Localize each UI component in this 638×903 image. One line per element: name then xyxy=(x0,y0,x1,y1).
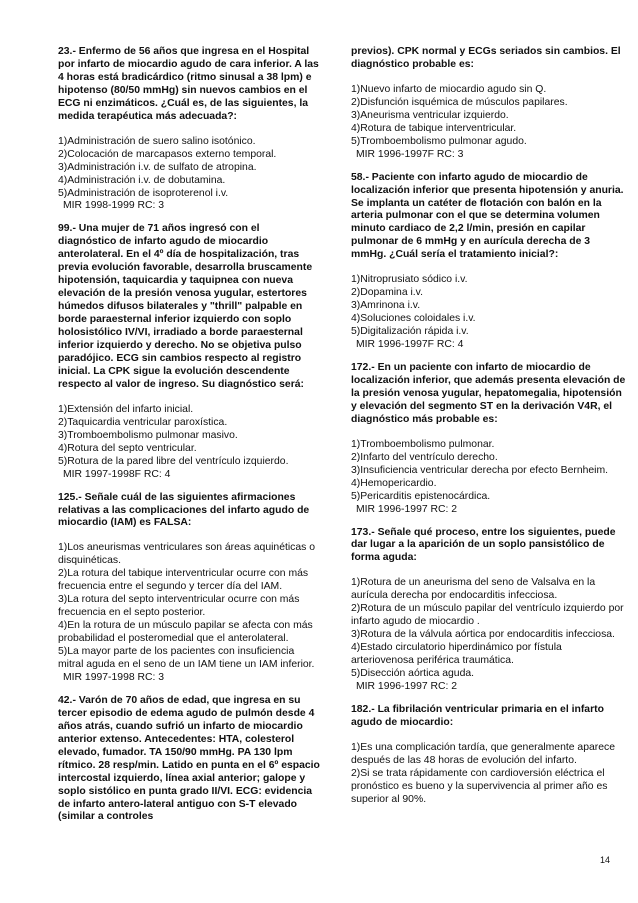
answer-option: 3)Administración i.v. de sulfato de atropina. xyxy=(58,161,257,173)
question-block xyxy=(58,695,320,825)
question-block xyxy=(351,172,626,352)
exam-reference: MIR 1997-1998F RC: 4 xyxy=(63,468,171,480)
answer-option: 4)Hemopericardio. xyxy=(351,477,437,489)
question-block xyxy=(351,704,626,807)
answer-option: 1)Administración de suero salino isotónico. xyxy=(58,135,256,147)
right-column xyxy=(351,46,626,817)
answer-option: 4)Rotura del septo ventricular. xyxy=(58,442,197,454)
answer-option: 1)Es una complicación tardía, que generalmente aparece después de las 48 horas de evolución del infarto. xyxy=(351,741,615,766)
answer-option: 1)Los aneurismas ventriculares son áreas aquinéticas o disquinéticas. xyxy=(58,542,316,567)
question-block xyxy=(351,362,626,516)
answer-option: 2)Taquicardia ventricular paroxística. xyxy=(58,416,228,428)
question-block xyxy=(351,46,626,162)
question-stem: 23.- Enfermo de 56 años que ingresa en el Hospital por infarto de miocardio agudo de cara inferior. A las 4 horas está bradicárdico (ritmo sinusal a 38 lpm) e hipotenso (80/50 mmHg) sin nuevos cambios en el ECG ni enzimáticos. ¿Cuál es, de las siguientes, la medida terapéutica más adecuada?: xyxy=(58,46,319,122)
question-stem: 172.- En un paciente con infarto de miocardio de localización inferior, que además presenta elevación de la presión venosa yugular, hepatomegalia, hipotensión y elevación del segmento ST en la derivación V4R, el diagnóstico más probable es: xyxy=(351,362,626,425)
answer-option: 5)La mayor parte de los pacientes con insuficiencia mitral aguda en el seno de un IAM tiene un IAM inferior. xyxy=(58,646,315,670)
exam-reference: MIR 1997-1998 RC: 3 xyxy=(63,671,165,683)
question-stem: previos). CPK normal y ECGs seriados sin cambios. El diagnóstico probable es: xyxy=(351,46,621,70)
answer-option: 5)Pericarditis epistenocárdica. xyxy=(351,490,491,502)
answer-option: 3)Tromboembolismo pulmonar masivo. xyxy=(58,429,238,441)
answer-option: 4)En la rotura de un músculo papilar se afecta con más probabilidad el posteromedial que el anterolateral. xyxy=(58,620,313,645)
question-stem: 42.- Varón de 70 años de edad, que ingresa en su tercer episodio de edema agudo de pulmón desde 4 años atrás, cuando sufrió un infarto de miocardio anterior extenso. Antecedentes: HTA, colesterol elevado, fumador. TA 150/90 mmHg. PA 130 lpm rítmico. 28 resp/min. Latido en punta en el 6º espacio intercostal izquierdo, línea axial anterior; galope y soplo sistólico en punta grado II/VI. ECG: evidencia de infarto antero-lateral antiguo con S-T elevado (similar a controles xyxy=(58,694,320,823)
answer-option: 3)Amrinona i.v. xyxy=(351,300,421,312)
question-stem: 99.- Una mujer de 71 años ingresó con el diagnóstico de infarto agudo de miocardio anterolateral. En el 4º día de hospitalización, tras previa evolución favorable, desarrolla bruscamente hipotensión, taquicardia y taquipnea con nueva elevación de la presión venosa yugular, estertores húmedos difusos bilaterales y "thrill" palpable en borde paraesternal inferior izquierdo con soplo holosistólico IV/VI, irradiado a borde paraesternal inferior izquierdo y derecho. No se objetiva pulso paradójico. ECG sin cambios respecto al registro inicial. La CPK sigue la evolución descendente respecto al valor de ingreso. Su diagnóstico será: xyxy=(58,223,313,390)
answer-option: 2)Si se trata rápidamente con cardioversión eléctrica el pronóstico es bueno y la supervivencia al primer año es superior al 90%. xyxy=(351,767,608,805)
answer-option: 1)Extensión del infarto inicial. xyxy=(58,403,194,415)
answer-option: 5)Tromboembolismo pulmonar agudo. xyxy=(351,135,527,147)
answer-option: 2)Infarto del ventrículo derecho. xyxy=(351,451,498,463)
question-block xyxy=(58,223,320,481)
page-number: 14 xyxy=(599,855,610,865)
question-block xyxy=(58,46,320,213)
question-block xyxy=(58,492,320,685)
question-stem: 58.- Paciente con infarto agudo de miocardio de localización inferior que presenta hipotensión y anuria. Se implanta un catéter de flotación con balón en la arteria pulmonar con el que se determina volumen minuto cardiaco de 2,2 l/min, presión en capilar pulmonar de 6 mmHg y en aurícula derecha de 3 mmHg. ¿Cuál sería el tratamiento inicial?: xyxy=(351,171,624,261)
answer-option: 5)Rotura de la pared libre del ventrículo izquierdo. xyxy=(58,455,289,467)
answer-option: 2)Colocación de marcapasos externo temporal. xyxy=(58,148,277,160)
answer-option: 3)La rotura del septo interventricular ocurre con más frecuencia en el septo posterior. xyxy=(58,594,300,619)
answer-option: 1)Rotura de un aneurisma del seno de Valsalva en la aurícula derecha por endocarditis infecciosa. xyxy=(351,577,596,602)
exam-reference: MIR 1996-1997 RC: 2 xyxy=(356,503,458,515)
answer-option: 4)Estado circulatorio hiperdinámico por fístula arteriovenosa periférica traumática. xyxy=(351,642,562,667)
left-column xyxy=(58,46,320,836)
answer-option: 5)Disección aórtica aguda. xyxy=(351,668,475,680)
answer-option: 3)Aneurisma ventricular izquierdo. xyxy=(351,109,509,121)
answer-option: 3)Insuficiencia ventricular derecha por efecto Bernheim. xyxy=(351,464,609,476)
answer-option: 2)Dopamina i.v. xyxy=(351,287,423,299)
exam-reference: MIR 1996-1997F RC: 4 xyxy=(356,339,464,351)
answer-option: 5)Administración de isoproterenol i.v. xyxy=(58,187,229,199)
answer-option: 4)Administración i.v. de dobutamina. xyxy=(58,174,226,186)
answer-option: 2)La rotura del tabique interventricular ocurre con más frecuencia entre el segundo y tercer día del IAM. xyxy=(58,568,309,593)
answer-option: 1)Nitroprusiato sódico i.v. xyxy=(351,274,468,286)
answer-option: 2)Rotura de un músculo papilar del ventrículo izquierdo por infarto agudo de miocardio . xyxy=(351,603,624,628)
answer-option: 4)Rotura de tabique interventricular. xyxy=(351,122,517,134)
answer-option: 1)Nuevo infarto de miocardio agudo sin Q. xyxy=(351,83,547,95)
exam-reference: MIR 1996-1997F RC: 3 xyxy=(356,148,464,160)
question-stem: 173.- Señale qué proceso, entre los siguientes, puede dar lugar a la aparición de un soplo pansistólico de forma aguda: xyxy=(351,526,616,564)
answer-option: 5)Digitalización rápida i.v. xyxy=(351,326,469,338)
answer-option: 3)Rotura de la válvula aórtica por endocarditis infecciosa. xyxy=(351,629,615,641)
question-stem: 182.- La fibrilación ventricular primaria en el infarto agudo de miocardio: xyxy=(351,703,604,728)
answer-option: 1)Tromboembolismo pulmonar. xyxy=(351,438,495,450)
exam-reference: MIR 1998-1999 RC: 3 xyxy=(63,200,165,212)
answer-option: 4)Soluciones coloidales i.v. xyxy=(351,313,476,325)
question-block xyxy=(351,527,626,694)
answer-option: 2)Disfunción isquémica de músculos papilares. xyxy=(351,96,568,108)
exam-reference: MIR 1996-1997 RC: 2 xyxy=(356,680,458,692)
question-stem: 125.- Señale cuál de las siguientes afirmaciones relativas a las complicaciones del infarto agudo de miocardio (IAM) es FALSA: xyxy=(58,491,310,529)
